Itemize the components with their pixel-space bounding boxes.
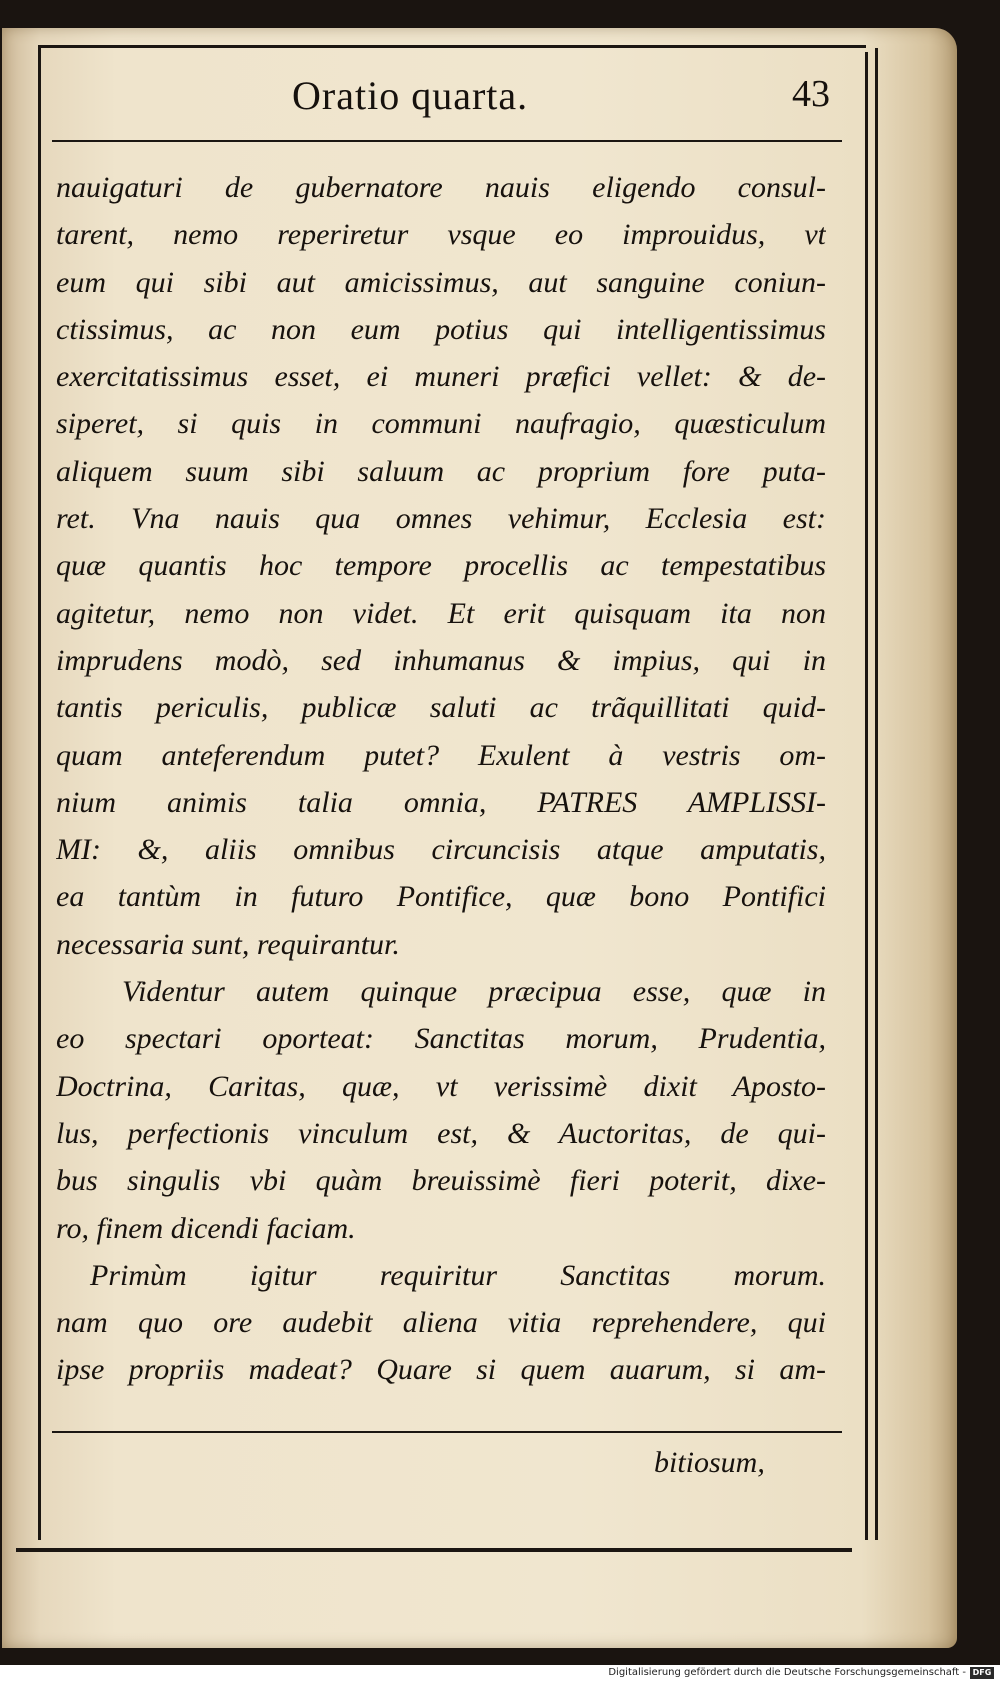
running-title: Oratio quarta. (292, 73, 529, 118)
text-line: ro, finem dicendi faciam. (56, 1211, 356, 1245)
text-line: tantis periculis, publicæ saluti ac trãquillitati quid- (56, 691, 826, 725)
frame-bottom-rule (16, 1548, 852, 1552)
text-line: tarent, nemo reperiretur vsque eo improuidus, vt (56, 218, 826, 252)
running-head (60, 72, 830, 122)
text-line: quam anteferendum putet? Exulent à vestris om- (56, 738, 826, 772)
text-line: eo spectari oporteat: Sanctitas morum, Prudentia, (56, 1022, 826, 1056)
frame-outer-right-rule (865, 52, 868, 1540)
text-line: nauigaturi de gubernatore nauis eligendo consul- (56, 171, 826, 204)
text-line: quæ quantis hoc tempore procellis ac tempestatibus (56, 549, 826, 583)
digitization-credit: Digitalisierung gefördert durch die Deutsche Forschungsgemeinschaft - (608, 1667, 966, 1678)
text-line: imprudens modò, sed inhumanus & impius, qui in (56, 643, 826, 677)
text-line: nam quo ore audebit aliena vitia reprehendere, qui (56, 1306, 826, 1340)
dfg-logo: DFG (970, 1667, 994, 1679)
text-line: exercitatissimus esset, ei muneri præfici vellet: & de- (56, 360, 826, 394)
text-line: MI: &, aliis omnibus circuncisis atque amputatis, (56, 833, 826, 867)
catchword: bitiosum, (654, 1446, 765, 1479)
text-line: Primùm igitur requiritur Sanctitas morum. (90, 1258, 826, 1292)
text-line: eum qui sibi aut amicissimus, aut sanguine coniun- (56, 265, 826, 299)
footer-rule (52, 1431, 842, 1433)
text-line: ctissimus, ac non eum potius qui intelligentissimus (56, 312, 826, 346)
text-line: necessaria sunt, requirantur. (56, 927, 400, 961)
text-line: Videntur autem quinque præcipua esse, quæ in (122, 975, 826, 1009)
text-line: ipse propriis madeat? Quare si quem auarum, si am- (56, 1353, 826, 1387)
text-line: bus singulis vbi quàm breuissimè fieri poterit, dixe- (56, 1164, 826, 1198)
header-rule (52, 140, 842, 142)
text-line: agitetur, nemo non videt. Et erit quisquam ita non (56, 596, 826, 630)
text-line: siperet, si quis in communi naufragio, quæsticulum (56, 407, 826, 441)
text-line: Doctrina, Caritas, quæ, vt verissimè dixit Aposto- (56, 1069, 826, 1103)
body-text (56, 164, 826, 1394)
text-line: ret. Vna nauis qua omnes vehimur, Ecclesia est: (56, 502, 826, 536)
text-line: nium animis talia omnia, PATRES AMPLISSI- (56, 785, 826, 819)
text-line: lus, perfectionis vinculum est, & Auctoritas, de qui- (56, 1116, 826, 1150)
text-line: aliquem suum sibi saluum ac proprium fore puta- (56, 454, 826, 488)
page-number: 43 (792, 73, 830, 115)
text-line: ea tantùm in futuro Pontifice, quæ bono Pontifici (56, 880, 826, 914)
